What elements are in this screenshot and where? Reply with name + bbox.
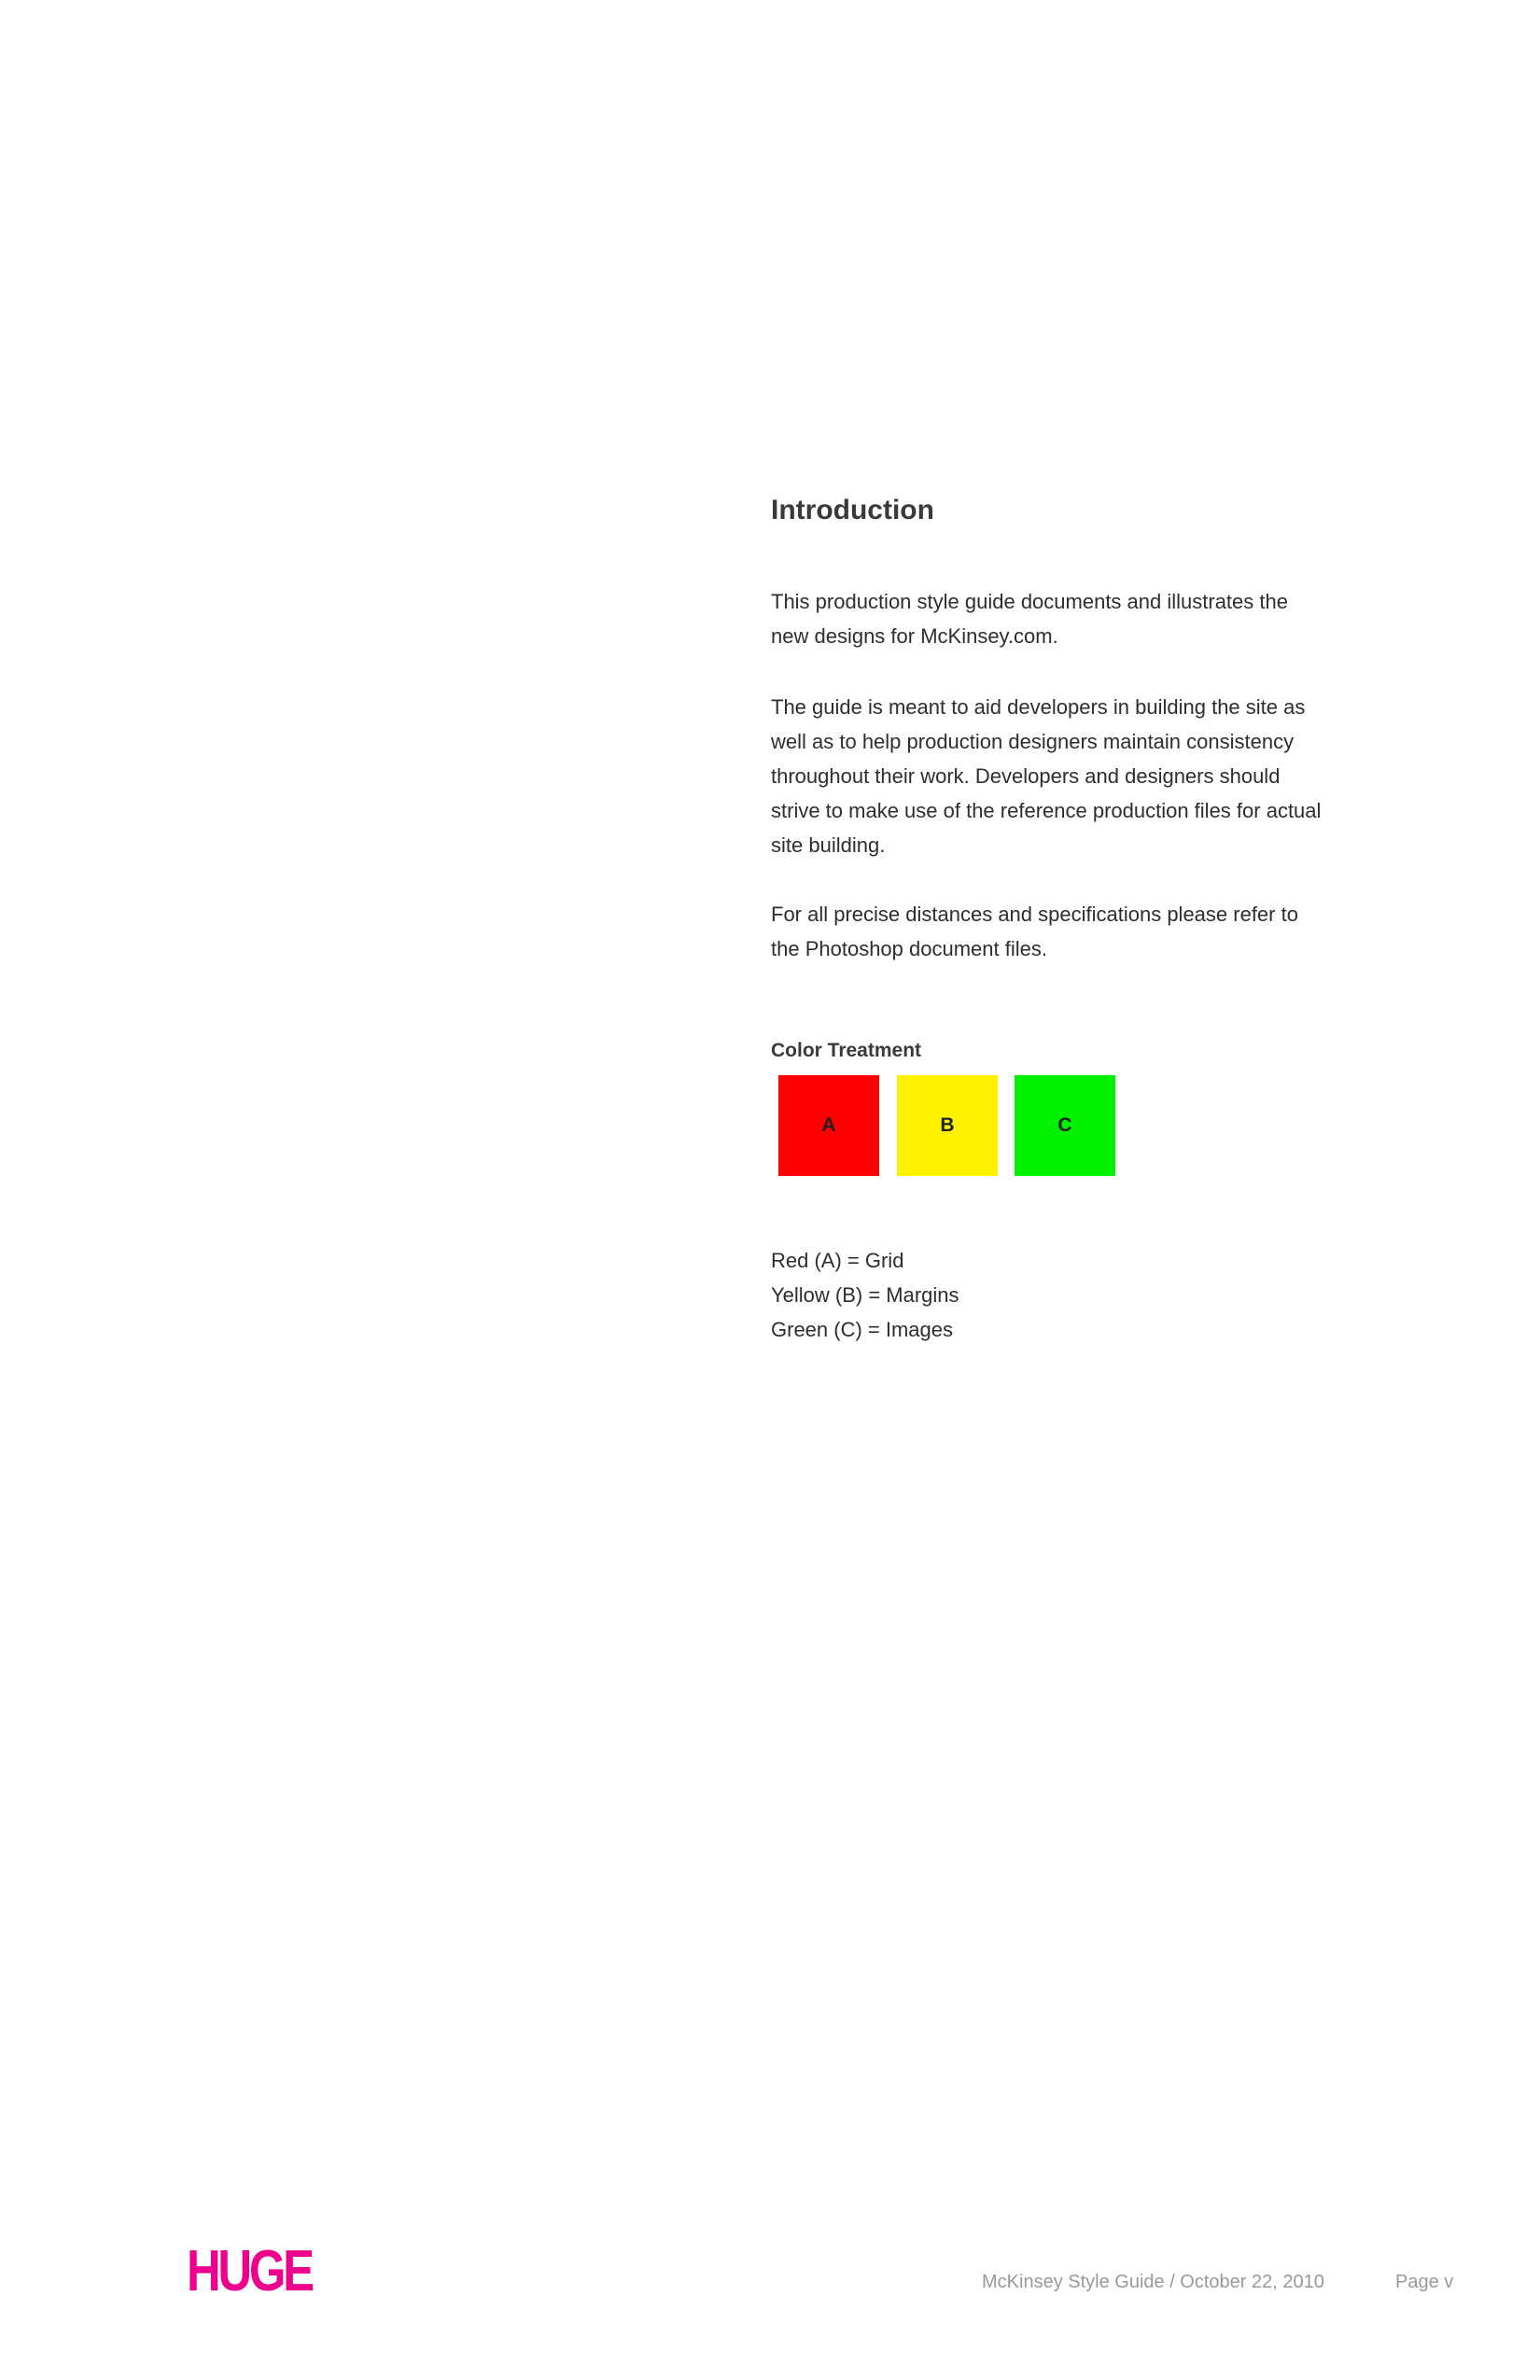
page-number: Page v	[1395, 2272, 1454, 2292]
legend-item: Red (A) = Grid	[771, 1249, 904, 1272]
intro-paragraph: This production style guide documents and illustrates the new designs for McKinsey.com.	[771, 590, 1288, 648]
page-title: Introduction	[771, 495, 934, 525]
swatch-label: A	[821, 1114, 836, 1136]
color-treatment-heading: Color Treatment	[771, 1040, 922, 1061]
swatch-label: C	[1057, 1114, 1072, 1136]
footer-doc-info: McKinsey Style Guide / October 22, 2010	[982, 2272, 1324, 2292]
intro-paragraph: For all precise distances and specifications please refer to the Photoshop document files.	[771, 903, 1298, 960]
huge-logo: HUGE	[187, 2239, 312, 2303]
swatch-green	[1015, 1075, 1115, 1176]
swatch-red	[778, 1075, 879, 1176]
intro-paragraph: The guide is meant to aid developers in building the site as well as to help production designers maintain consistency throughout their work. Developers and designers should strive to make use of the reference production files for actual site building.	[771, 695, 1322, 857]
swatch-label: B	[940, 1114, 955, 1136]
swatch-yellow	[897, 1075, 998, 1176]
legend-item: Yellow (B) = Margins	[771, 1283, 959, 1307]
color-legend	[771, 1243, 959, 1347]
legend-item: Green (C) = Images	[771, 1318, 954, 1341]
